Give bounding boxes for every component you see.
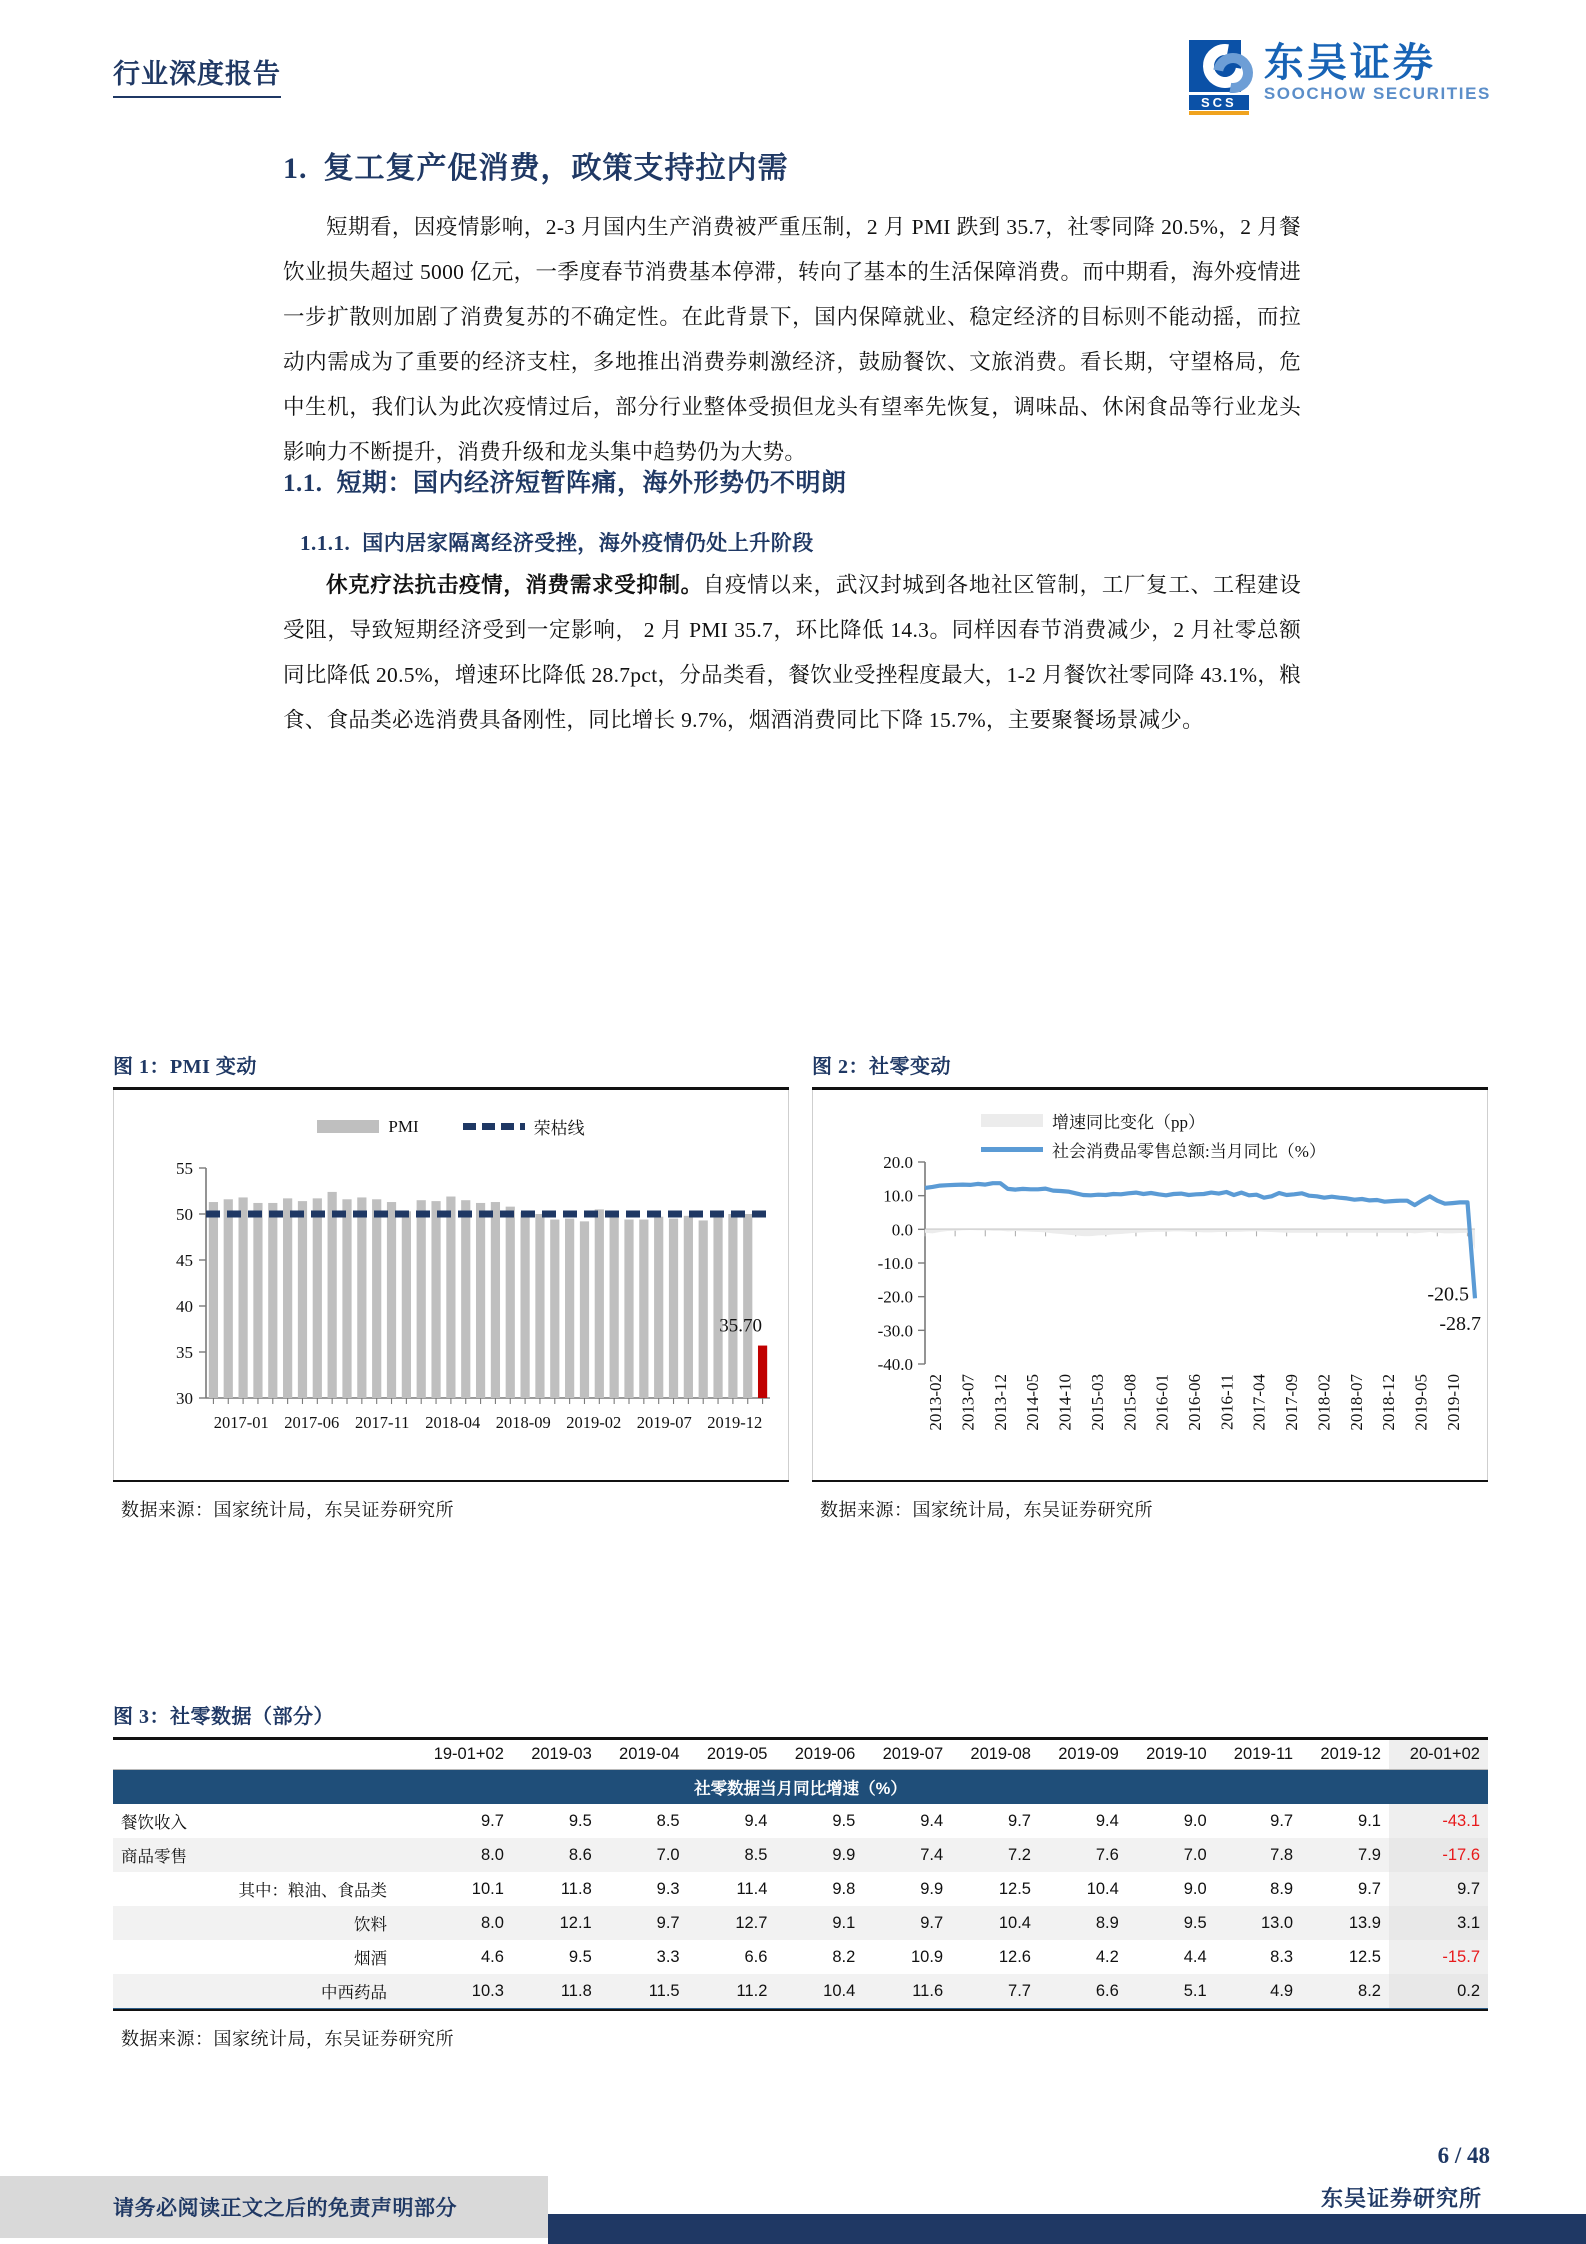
- table-row-label: 中西药品: [113, 1974, 413, 2009]
- disclaimer-banner: [0, 2176, 548, 2238]
- table-col-header: 2019-05: [688, 1740, 776, 1770]
- figure-2-caption: 图 2：社零变动: [812, 1056, 951, 1078]
- bar: [268, 1203, 277, 1398]
- x-axis-tick-label: 2016-11: [1217, 1374, 1237, 1431]
- table-row: [113, 1940, 1488, 1974]
- paragraph-detail-body: 自疫情以来，武汉封城到各地社区管制，工厂复工、工程建设受阻，导致短期经济受到一定影响， 2 月 PMI 35.7，环比降低 14.3。同样因春节消费减少，2 月社零总额同比降低 20.5%，增速环比降低 28.7pct，分品类看，餐饮业受挫程度最大，1-2 月餐饮社零同降 43.1%，粮食、食品类必选消费具备刚性，同比增长 9.7%，烟酒消费同比下降 15.7%，主要聚餐场景减少。: [283, 573, 1301, 732]
- table-cell: 8.0: [413, 1838, 512, 1872]
- table-row: [113, 1974, 1488, 2009]
- table-cell: 11.8: [560, 1879, 592, 1898]
- table-row: [113, 1838, 1488, 1872]
- table-cell: 9.9: [920, 1879, 944, 1898]
- table-cell: 9.8: [832, 1879, 856, 1898]
- table-cell: 8.5: [656, 1811, 680, 1830]
- table-cell: 9.1: [775, 1906, 863, 1940]
- table-cell: 8.5: [688, 1838, 776, 1872]
- bar: [580, 1221, 589, 1398]
- bar: [313, 1198, 322, 1398]
- bar: [728, 1214, 737, 1398]
- table-cell: -17.6: [1389, 1838, 1488, 1872]
- y-axis-tick-label: 45: [176, 1251, 193, 1270]
- table-cell: 12.7: [688, 1906, 776, 1940]
- table-row-label: 饮料: [113, 1906, 413, 1940]
- legend-label-pmi: PMI: [388, 1116, 419, 1136]
- bar: [639, 1220, 648, 1398]
- y-axis-tick-label: 20.0: [883, 1153, 913, 1172]
- line-series-retail-total: [925, 1183, 1475, 1298]
- x-axis-tick-label: 2019-02: [566, 1413, 622, 1432]
- data-label-annotation-retail: -20.5: [1427, 1283, 1469, 1306]
- bar: [446, 1197, 455, 1398]
- table-col-header: 2019-11: [1215, 1740, 1301, 1770]
- table-col-header: 2019-08: [951, 1740, 1039, 1770]
- table-cell: 13.0: [1215, 1906, 1301, 1940]
- legend-label-retail-total: 社会消费品零售总额:当月同比（%）: [1052, 1142, 1326, 1161]
- table-row-label: 餐饮收入: [121, 1814, 187, 1832]
- table-cell: 7.0: [1127, 1838, 1215, 1872]
- legend-label-yoy-change: 增速同比变化（pp）: [1052, 1113, 1205, 1132]
- section-title-1: 复工复产促消费，政策支持拉内需: [323, 152, 789, 185]
- table-cell: 10.4: [1086, 1879, 1119, 1898]
- table-col-header: 2019-06: [775, 1740, 863, 1770]
- table-cell: 9.7: [863, 1906, 951, 1940]
- x-axis-tick-label: 2019-10: [1443, 1374, 1463, 1431]
- bar: [342, 1199, 351, 1398]
- table-cell: 0.2: [1389, 1974, 1488, 2009]
- x-axis-tick-label: 2017-01: [213, 1413, 269, 1432]
- bar: [669, 1219, 678, 1398]
- table-cell: 9.5: [568, 1811, 592, 1830]
- table-cell: 8.2: [1301, 1974, 1389, 2009]
- table-col-header: 2019-07: [863, 1740, 951, 1770]
- x-axis-tick-label: 2018-12: [1379, 1374, 1399, 1431]
- section-heading-2: [283, 463, 847, 499]
- table-band-label: 社零数据当月同比增速（%）: [113, 1770, 1488, 1805]
- page-header: [0, 0, 1586, 130]
- scs-logo-mark-icon: [1189, 40, 1255, 118]
- table-cell: 6.6: [744, 1947, 768, 1966]
- section-heading-3: [300, 527, 814, 557]
- table-cell: 10.1: [471, 1879, 504, 1898]
- bar: [506, 1207, 515, 1398]
- table-cell: 12.5: [998, 1879, 1031, 1898]
- x-axis-tick-label: 2015-03: [1087, 1374, 1107, 1431]
- y-axis-tick-label: 0.0: [891, 1220, 913, 1240]
- table-cell: 9.7: [600, 1906, 688, 1940]
- footer-bar: [548, 2214, 1586, 2244]
- table-cell: 4.6: [480, 1947, 504, 1966]
- area-series-yoy-change: [925, 1229, 1475, 1249]
- table-cell: 9.7: [1389, 1872, 1488, 1906]
- table-col-header: 19-01+02: [413, 1740, 512, 1770]
- table-cell: 4.9: [1215, 1974, 1301, 2009]
- table-cell: 9.3: [656, 1879, 680, 1898]
- table-cell: 10.3: [413, 1974, 512, 2009]
- bar: [209, 1202, 218, 1398]
- table-cell: 11.4: [736, 1879, 768, 1898]
- figure-1: [113, 1050, 789, 1522]
- x-axis-tick-label: 2018-04: [425, 1413, 481, 1432]
- brand-text: [1264, 40, 1491, 104]
- table-cell: 3.3: [656, 1947, 680, 1966]
- bar: [684, 1216, 693, 1398]
- table-cell: 9.5: [568, 1947, 592, 1966]
- table-cell: 11.2: [688, 1974, 776, 2009]
- bar-highlighted: [758, 1346, 767, 1398]
- figure-3-source: 数据来源：国家统计局，东吴证券研究所: [121, 2029, 454, 2049]
- section-title-2: 短期：国内经济短暂阵痛，海外形势仍不明朗: [336, 470, 847, 497]
- table-row: [113, 1906, 1488, 1940]
- table-cell: 9.7: [1008, 1811, 1031, 1830]
- bar: [624, 1220, 633, 1398]
- figure-3-caption: 图 3：社零数据（部分）: [113, 1706, 334, 1728]
- retail-data-table: [113, 1740, 1488, 2009]
- y-axis-tick-label: 55: [176, 1160, 193, 1178]
- legend-item-threshold: [463, 1114, 585, 1139]
- legend-item-yoy-change: [981, 1108, 1205, 1133]
- y-axis-tick-label: 35: [176, 1343, 193, 1362]
- bar: [461, 1200, 470, 1398]
- x-axis-tick-label: 2014-05: [1023, 1374, 1043, 1431]
- x-axis-tick-label: 2015-08: [1120, 1374, 1140, 1431]
- data-label-annotation-change: -28.7: [1439, 1312, 1481, 1335]
- bar: [699, 1220, 708, 1398]
- bar: [550, 1220, 559, 1398]
- figure-1-caption: 图 1：PMI 变动: [113, 1056, 257, 1078]
- bar: [253, 1203, 262, 1398]
- table-cell: -43.1: [1389, 1804, 1488, 1838]
- table-row-label: 烟酒: [354, 1950, 387, 1968]
- y-axis-tick-label: 40: [176, 1297, 193, 1316]
- table-cell: 7.8: [1215, 1838, 1301, 1872]
- page-number: 6 / 48: [1437, 2143, 1490, 2168]
- table-cell: 9.7: [480, 1811, 504, 1830]
- table-cell: 10.9: [911, 1947, 944, 1966]
- x-axis-tick-label: 2019-12: [707, 1413, 763, 1432]
- figure-1-body: [113, 1090, 789, 1480]
- table-cell: 6.6: [1039, 1974, 1127, 2009]
- legend-swatch-dashed-icon: [463, 1123, 525, 1130]
- x-axis-tick-label: 2013-07: [958, 1374, 978, 1431]
- section-number-1: 1.: [283, 152, 308, 185]
- table-col-header: 2019-12: [1301, 1740, 1389, 1770]
- retail-line-chart: [813, 1152, 1489, 1482]
- y-axis-tick-label: 30: [176, 1389, 193, 1408]
- table-cell: 7.6: [1039, 1838, 1127, 1872]
- bar: [372, 1199, 381, 1398]
- x-axis-tick-label: 2013-02: [926, 1374, 946, 1431]
- figure-2-body: [812, 1090, 1488, 1480]
- table-cell: 9.7: [1270, 1811, 1294, 1830]
- y-axis-tick-label: -20.0: [877, 1287, 913, 1307]
- x-axis-tick-label: 2018-09: [495, 1413, 551, 1432]
- table-cell: 8.3: [1270, 1947, 1294, 1966]
- table-cell: 12.5: [1348, 1947, 1381, 1966]
- x-axis-tick-label: 2018-07: [1346, 1374, 1366, 1431]
- pmi-bar-chart: [114, 1160, 790, 1460]
- bar: [476, 1203, 485, 1398]
- bar: [239, 1197, 248, 1398]
- figure-3: [113, 1700, 1488, 2051]
- bar: [743, 1214, 752, 1398]
- paragraph-detail: [283, 563, 1301, 743]
- institute-name: 东吴证券研究所: [1320, 2186, 1482, 2211]
- table-cell: 7.2: [951, 1838, 1039, 1872]
- table-col-header: 2019-10: [1127, 1740, 1215, 1770]
- report-type-label: 行业深度报告: [113, 52, 281, 98]
- table-cell: 8.9: [1039, 1906, 1127, 1940]
- bar: [654, 1217, 663, 1398]
- logo-orange-bar: [1189, 111, 1249, 115]
- table-row: [113, 1804, 1488, 1838]
- y-axis-tick-label: -10.0: [877, 1254, 913, 1273]
- y-axis-tick-label: 50: [176, 1205, 193, 1224]
- table-col-header: [113, 1740, 413, 1770]
- table-cell: 8.9: [1270, 1879, 1294, 1898]
- table-cell: 9.0: [1183, 1879, 1207, 1898]
- table-col-header: 2019-03: [512, 1740, 600, 1770]
- figure-1-source: 数据来源：国家统计局，东吴证券研究所: [121, 1500, 454, 1520]
- x-axis-tick-label: 2019-07: [636, 1413, 692, 1432]
- table-cell: 9.4: [744, 1811, 768, 1830]
- bar: [491, 1202, 500, 1398]
- table-cell: 9.0: [1183, 1811, 1207, 1830]
- data-label-annotation: 35.70: [719, 1315, 762, 1337]
- table-cell: 8.0: [413, 1906, 512, 1940]
- logo-scs-abbrev: SCS: [1189, 95, 1249, 110]
- brand-name-en: SOOCHOW SECURITIES: [1263, 84, 1491, 103]
- bar: [417, 1200, 426, 1398]
- table-cell: 4.4: [1183, 1947, 1207, 1966]
- company-logo: [1189, 40, 1491, 118]
- bar: [521, 1212, 530, 1398]
- bar: [224, 1199, 233, 1398]
- table-cell: 12.6: [998, 1947, 1031, 1966]
- table-band-row: [113, 1770, 1488, 1805]
- section-heading-1: [283, 143, 789, 187]
- figure-2: [812, 1050, 1488, 1522]
- table-cell: 9.5: [832, 1811, 856, 1830]
- table-cell: 13.9: [1301, 1906, 1389, 1940]
- x-axis-tick-label: 2019-05: [1411, 1374, 1431, 1431]
- table-cell: 9.1: [1358, 1811, 1381, 1830]
- y-axis-tick-label: 10.0: [883, 1186, 913, 1206]
- table-cell: 11.5: [600, 1974, 688, 2009]
- table-cell: -15.7: [1389, 1940, 1488, 1974]
- legend-label-threshold: 荣枯线: [533, 1119, 585, 1138]
- x-axis-tick-label: 2017-06: [284, 1413, 340, 1432]
- brand-name-cn: 东吴证券: [1263, 41, 1436, 85]
- table-cell: 9.9: [775, 1838, 863, 1872]
- bar: [328, 1192, 337, 1398]
- table-cell: 11.6: [863, 1974, 951, 2009]
- table-cell: 9.4: [1095, 1811, 1119, 1830]
- legend-swatch-area-icon: [981, 1114, 1043, 1127]
- table-row: [113, 1872, 1488, 1906]
- bar: [565, 1219, 574, 1398]
- bar: [387, 1202, 396, 1398]
- x-axis-tick-label: 2016-01: [1152, 1374, 1172, 1431]
- table-cell: 7.7: [951, 1974, 1039, 2009]
- paragraph-detail-lead: 休克疗法抗击疫情，消费需求受抑制。: [326, 573, 703, 597]
- table-cell: 12.1: [512, 1906, 600, 1940]
- table-cell: 10.4: [775, 1974, 863, 2009]
- table-cell: 9.7: [1358, 1879, 1381, 1898]
- table-col-header: 2019-04: [600, 1740, 688, 1770]
- bar: [298, 1201, 307, 1398]
- table-cell: 8.2: [832, 1947, 856, 1966]
- bar: [357, 1197, 366, 1398]
- table-cell: 5.1: [1127, 1974, 1215, 2009]
- bar: [610, 1213, 619, 1398]
- table-cell: 7.9: [1301, 1838, 1389, 1872]
- table-cell: 4.2: [1095, 1947, 1119, 1966]
- bar: [595, 1209, 604, 1398]
- figure-1-legend: [114, 1090, 788, 1139]
- table-cell: 11.8: [512, 1974, 600, 2009]
- section-title-3: 国内居家隔离经济受挫，海外疫情仍处上升阶段: [362, 531, 814, 555]
- x-axis-tick-label: 2017-04: [1249, 1374, 1269, 1431]
- table-cell: 7.0: [600, 1838, 688, 1872]
- bar: [535, 1214, 544, 1398]
- legend-item-pmi: [317, 1117, 418, 1137]
- bar: [713, 1212, 722, 1398]
- bar: [402, 1211, 411, 1398]
- y-axis-tick-label: -40.0: [877, 1355, 913, 1374]
- bar: [283, 1198, 292, 1398]
- table-cell: 9.4: [920, 1811, 944, 1830]
- table-header-row: [113, 1740, 1488, 1770]
- table-col-header: 2019-09: [1039, 1740, 1127, 1770]
- table-cell: 8.6: [512, 1838, 600, 1872]
- bar: [431, 1201, 440, 1398]
- disclaimer-text: 请务必阅读正文之后的免责声明部分: [113, 2196, 457, 2220]
- table-cell: 7.4: [863, 1838, 951, 1872]
- table-row-label: 商品零售: [113, 1838, 413, 1872]
- section-number-2: 1.1.: [283, 470, 323, 497]
- y-axis-tick-label: -30.0: [877, 1321, 913, 1341]
- paragraph-intro: 短期看，因疫情影响，2-3 月国内生产消费被严重压制，2 月 PMI 跌到 35.7，社零同降 20.5%，2 月餐饮业损失超过 5000 亿元，一季度春节消费基本停滞，转向了基本的生活保障消费。而中期看，海外疫情进一步扩散则加剧了消费复苏的不确定性。在此背景下，国内保障就业、稳定经济的目标则不能动摇，而拉动内需成为了重要的经济支柱，多地推出消费券刺激经济，鼓励餐饮、文旅消费。看长期，守望格局，危中生机，我们认为此次疫情过后，部分行业整体受损但龙头有望率先恢复，调味品、休闲食品等行业龙头影响力不断提升，消费升级和龙头集中趋势仍为大势。: [283, 215, 1301, 464]
- table-cell: 10.4: [951, 1906, 1039, 1940]
- figure-2-source: 数据来源：国家统计局，东吴证券研究所: [820, 1500, 1153, 1520]
- x-axis-tick-label: 2017-09: [1282, 1374, 1302, 1431]
- x-axis-tick-label: 2014-10: [1055, 1374, 1075, 1431]
- x-axis-tick-label: 2013-12: [990, 1374, 1010, 1431]
- table-cell: 3.1: [1389, 1906, 1488, 1940]
- section-number-3: 1.1.1.: [300, 531, 351, 555]
- table-cell: 9.5: [1127, 1906, 1215, 1940]
- x-axis-tick-label: 2017-11: [355, 1413, 410, 1432]
- x-axis-tick-label: 2018-02: [1314, 1374, 1334, 1431]
- table-col-header: 20-01+02: [1389, 1740, 1488, 1770]
- legend-swatch-bar-icon: [317, 1120, 379, 1133]
- table-row-label: 其中：粮油、食品类: [238, 1882, 387, 1900]
- x-axis-tick-label: 2016-06: [1185, 1374, 1204, 1431]
